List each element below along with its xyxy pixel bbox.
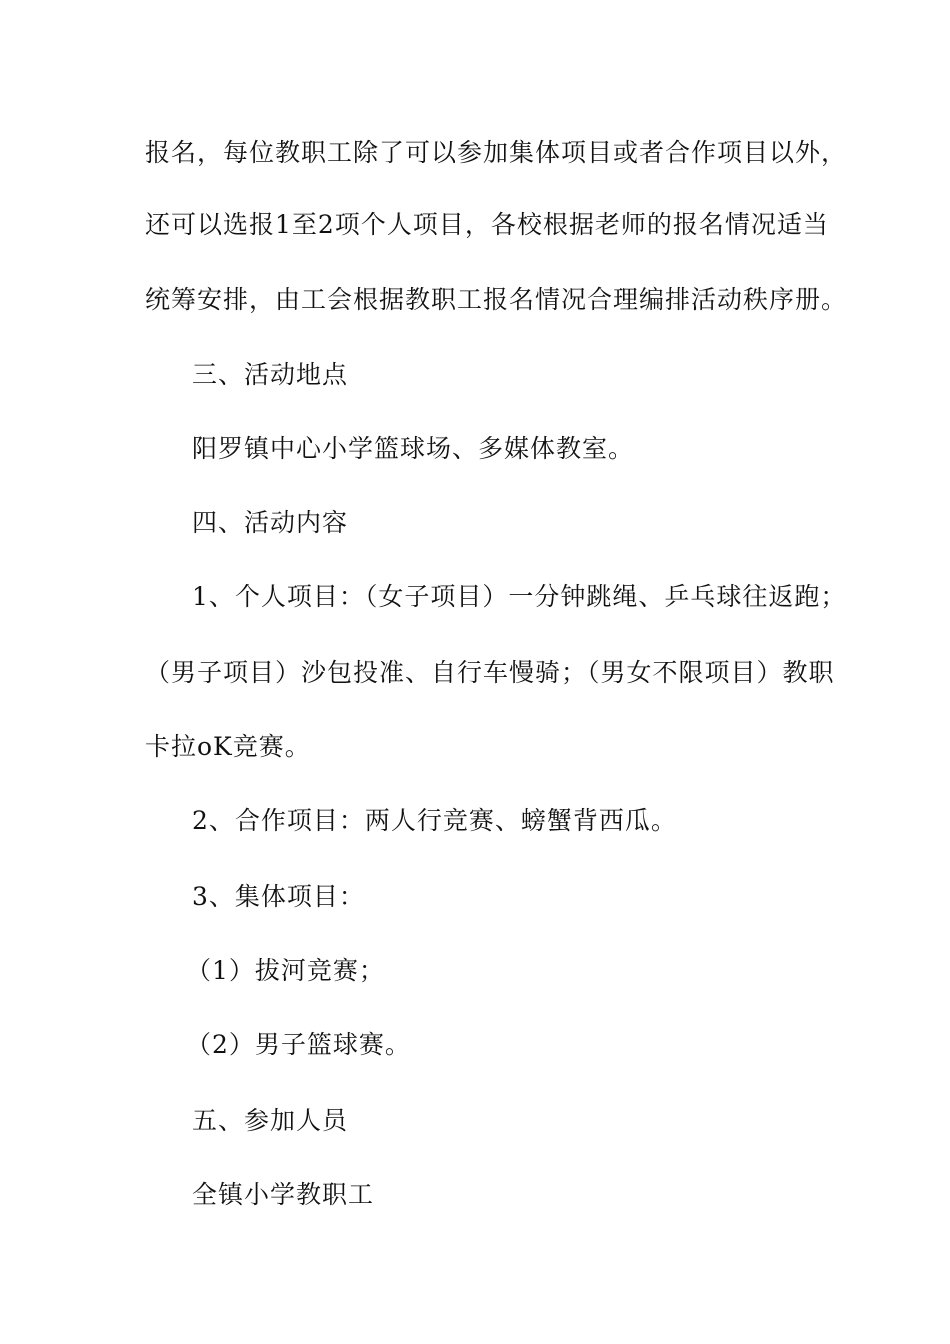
list-item: （2）男子篮球赛。 <box>186 1030 411 1059</box>
paragraph-line: （男子项目）沙包投准、自行车慢骑；（男女不限项目）教职 <box>145 658 835 687</box>
paragraph-line: 报名，每位教职工除了可以参加集体项目或者合作项目以外， <box>145 138 848 167</box>
paragraph-line: 卡拉oK竞赛。 <box>145 732 311 761</box>
paragraph-line: 统筹安排，由工会根据教职工报名情况合理编排活动秩序册。 <box>145 285 848 314</box>
paragraph-line: 还可以选报1至2项个人项目，各校根据老师的报名情况适当 <box>145 210 829 239</box>
paragraph-line: 全镇小学教职工 <box>192 1180 375 1209</box>
paragraph-line: 3、集体项目： <box>192 882 365 911</box>
paragraph-line: 阳罗镇中心小学篮球场、多媒体教室。 <box>192 434 635 463</box>
section-heading-participants: 五、参加人员 <box>192 1106 349 1135</box>
list-item: （1）拔河竞赛； <box>186 956 385 985</box>
section-heading-content: 四、活动内容 <box>192 508 349 537</box>
paragraph-line: 1、个人项目：（女子项目）一分钟跳绳、乒乓球往返跑； <box>192 582 847 611</box>
section-heading-location: 三、活动地点 <box>192 360 349 389</box>
paragraph-line: 2、合作项目：两人行竞赛、螃蟹背西瓜。 <box>192 806 677 835</box>
